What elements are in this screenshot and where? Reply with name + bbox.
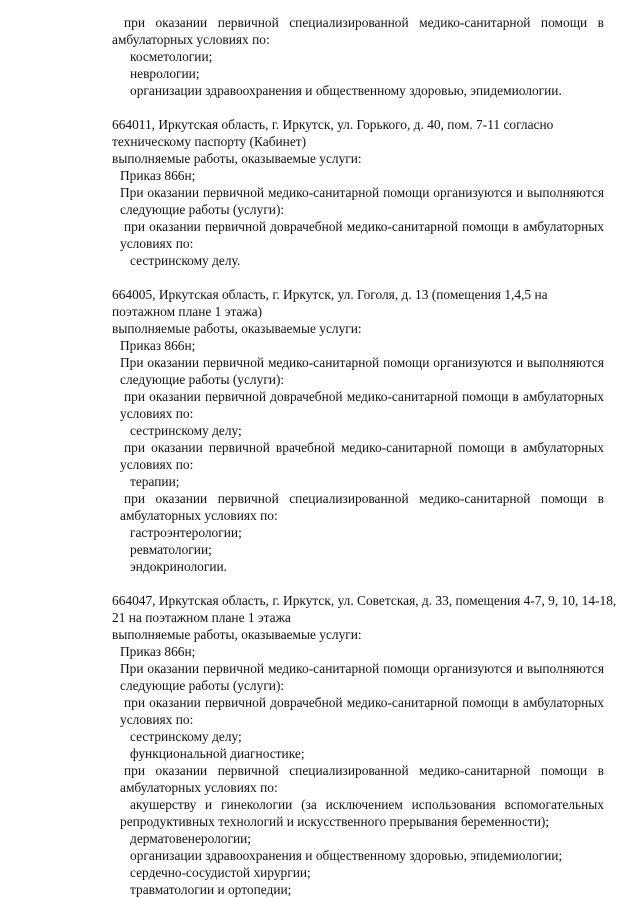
list-item: функциональной диагностике;	[130, 746, 305, 761]
list-item: эндокринологии.	[130, 559, 228, 574]
document-body	[112, 14, 617, 898]
para-line-1: При оказании первичной медико-санитарной помощи организуются и выполняются	[120, 661, 604, 676]
group-heading-line-1: при оказании первичной врачебной медико-санитарной помощи в амбулаторных	[124, 440, 604, 455]
para-line-1: При оказании первичной медико-санитарной помощи организуются и выполняются	[120, 355, 604, 370]
group-heading-line-2: амбулаторных условиях по:	[120, 508, 278, 523]
intro-line-1: при оказании первичной специализированной медико-санитарной помощи в	[124, 15, 604, 30]
list-item: сестринскому делу;	[130, 423, 242, 438]
group-heading-line-2: условиях по:	[120, 236, 194, 251]
list-item: организации здравоохранения и общественному здоровью, эпидемиологии;	[130, 848, 563, 863]
address-section-2	[112, 286, 604, 575]
para-line-1: При оказании первичной медико-санитарной помощи организуются и выполняются	[120, 185, 604, 200]
works-label: выполняемые работы, оказываемые услуги:	[112, 151, 362, 166]
address-line-2: 21 на поэтажном плане 1 этажа	[112, 610, 291, 625]
group-heading-line-2: условиях по:	[120, 712, 194, 727]
list-item: сердечно-сосудистой хирургии;	[130, 865, 311, 880]
para-line-2: следующие работы (услуги):	[120, 372, 285, 387]
group-heading-line-1: при оказании первичной доврачебной медико-санитарной помощи в амбулаторных	[124, 695, 604, 710]
para-line-2: следующие работы (услуги):	[120, 202, 285, 217]
address-line-2: техническому паспорту (Кабинет)	[112, 134, 307, 149]
address-line-1: 664011, Иркутская область, г. Иркутск, ул. Горького, д. 40, пом. 7-11 согласно	[112, 117, 554, 132]
works-label: выполняемые работы, оказываемые услуги:	[112, 627, 362, 642]
address-line-2: поэтажном плане 1 этажа)	[112, 304, 263, 319]
list-item: ревматологии;	[130, 542, 212, 557]
works-label: выполняемые работы, оказываемые услуги:	[112, 321, 362, 336]
address-section-3	[112, 592, 617, 898]
list-item: дерматовенерологии;	[130, 831, 252, 846]
list-item: сестринскому делу.	[130, 253, 241, 268]
group-heading-line-2: амбулаторных условиях по:	[120, 780, 278, 795]
group-heading-line-2: условиях по:	[120, 457, 194, 472]
order-ref: Приказ 866н;	[120, 168, 196, 183]
list-item: косметологии;	[130, 49, 213, 64]
address-section-1	[112, 116, 604, 269]
list-item: гастроэнтерологии;	[130, 525, 242, 540]
para-line-2: следующие работы (услуги):	[120, 678, 285, 693]
group-heading-line-1: при оказании первичной доврачебной медико-санитарной помощи в амбулаторных	[124, 219, 604, 234]
group-heading-line-1: при оказании первичной доврачебной медико-санитарной помощи в амбулаторных	[124, 389, 604, 404]
list-item: сестринскому делу;	[130, 729, 242, 744]
list-item: акушерству и гинекологии (за исключением использования вспомогательных	[130, 797, 604, 812]
intro-line-2: амбулаторных условиях по:	[112, 32, 270, 47]
order-ref: Приказ 866н;	[120, 644, 196, 659]
group-heading-line-1: при оказании первичной специализированной медико-санитарной помощи в	[124, 491, 604, 506]
list-item-continuation: репродуктивных технологий и искусственного прерывания беременности);	[120, 814, 550, 829]
list-item: травматологии и ортопедии;	[130, 882, 292, 897]
address-line-1: 664047, Иркутская область, г. Иркутск, ул. Советская, д. 33, помещения 4-7, 9, 10, 14-18,	[112, 593, 617, 608]
group-heading-line-2: условиях по:	[120, 406, 194, 421]
address-line-1: 664005, Иркутская область, г. Иркутск, ул. Гоголя, д. 13 (помещения 1,4,5 на	[112, 287, 548, 302]
intro-block	[112, 14, 604, 99]
group-heading-line-1: при оказании первичной специализированной медико-санитарной помощи в	[124, 763, 604, 778]
list-item: неврологии;	[130, 66, 200, 81]
list-item: организации здравоохранения и общественному здоровью, эпидемиологии.	[130, 83, 562, 98]
list-item: терапии;	[130, 474, 180, 489]
order-ref: Приказ 866н;	[120, 338, 196, 353]
